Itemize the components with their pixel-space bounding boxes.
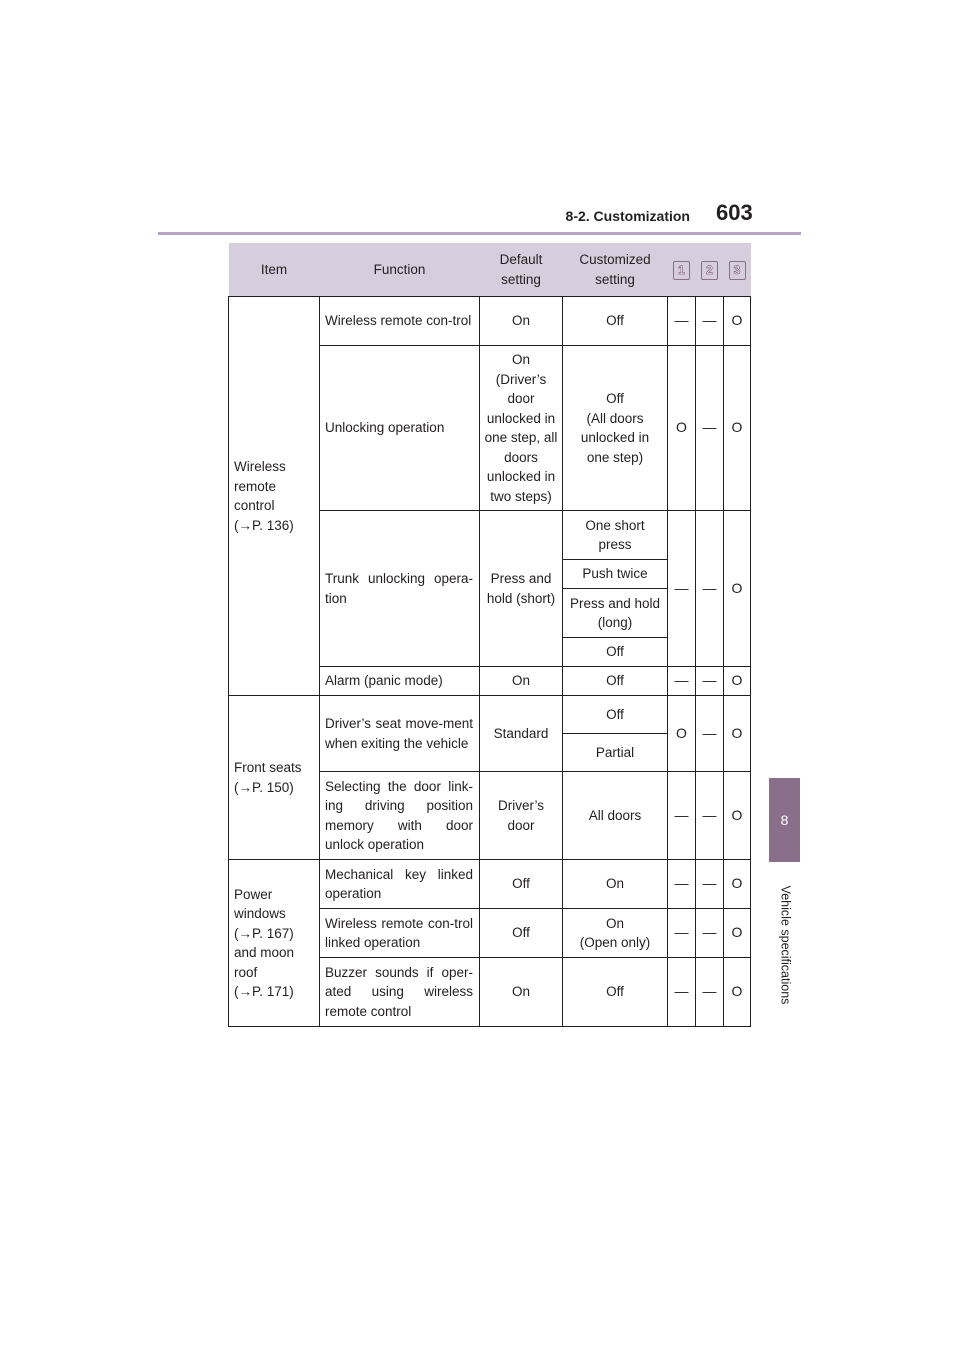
header-default-line: Default — [499, 252, 543, 267]
cell-line: One short — [585, 517, 645, 533]
function-cell: Buzzer sounds if oper-ated using wireless remote control — [320, 958, 480, 1027]
function-cell: Unlocking operation — [320, 346, 480, 511]
page-reference: (→P. 150) — [234, 779, 294, 795]
cell-line: (long) — [597, 615, 633, 630]
default-cell — [480, 346, 563, 511]
method-2-mark: — — [696, 297, 724, 346]
method-2-mark: — — [696, 696, 724, 772]
item-power-windows — [229, 860, 320, 1027]
header-customized-line: setting — [595, 271, 635, 287]
method-3-mark: O — [724, 297, 751, 346]
custom-cell: All doors — [563, 772, 668, 860]
header-method-3 — [724, 243, 751, 297]
custom-cell: Push twice — [563, 560, 668, 589]
function-cell: Driver’s seat move-ment when exiting the vehicle — [320, 696, 480, 772]
default-cell: On — [480, 297, 563, 346]
method-3-mark: O — [724, 346, 751, 511]
custom-cell: Off — [563, 958, 668, 1027]
function-cell: Wireless remote con-trol linked operation — [320, 909, 480, 958]
custom-cell — [563, 909, 668, 958]
method-3-mark: O — [724, 772, 751, 860]
header-customized — [563, 243, 668, 297]
item-wireless-remote-control — [229, 297, 320, 696]
page-reference: (→P. 167) — [234, 925, 294, 941]
page-reference: (→P. 136) — [234, 517, 294, 533]
cell-line: unlocked in — [486, 469, 556, 484]
item-line: Front seats — [234, 760, 302, 775]
custom-cell: Off — [563, 696, 668, 734]
item-line: and moon — [234, 945, 295, 960]
cell-line: one step) — [586, 449, 644, 465]
function-cell: Mechanical key linked operation — [320, 860, 480, 909]
custom-cell: Off — [563, 297, 668, 346]
cell-line: Off — [606, 391, 624, 406]
chapter-title — [750, 870, 820, 1020]
default-cell: Off — [480, 860, 563, 909]
method-3-badge: 3 — [729, 261, 746, 280]
page-number: 603 — [716, 200, 753, 225]
page-reference: (→P. 171) — [234, 984, 294, 999]
cell-line: door — [507, 817, 535, 833]
header-default — [480, 243, 563, 297]
method-2-mark: — — [696, 958, 724, 1027]
cell-line: (All doors — [586, 410, 644, 426]
custom-cell — [563, 346, 668, 511]
cell-line: unlocked in — [580, 430, 650, 445]
method-1-mark: O — [668, 346, 696, 511]
chapter-tab: 8 — [769, 778, 800, 862]
chapter-title-text: Vehicle specifications — [778, 885, 793, 1005]
method-1-mark: — — [668, 772, 696, 860]
custom-cell: On — [563, 860, 668, 909]
method-2-mark: — — [696, 909, 724, 958]
cell-line: door — [507, 391, 535, 406]
method-3-mark: O — [724, 909, 751, 958]
method-2-mark: — — [696, 860, 724, 909]
header-item: Item — [229, 243, 320, 297]
item-line: roof — [234, 964, 258, 980]
table-row — [229, 696, 751, 734]
default-cell: On — [480, 667, 563, 696]
item-line: windows — [234, 906, 286, 921]
method-2-badge: 2 — [701, 261, 718, 280]
table-header-row — [229, 243, 751, 297]
default-cell — [480, 772, 563, 860]
cell-line: hold (short) — [486, 590, 556, 606]
function-cell: Alarm (panic mode) — [320, 667, 480, 696]
cell-line: (Open only) — [579, 935, 651, 950]
default-cell: Off — [480, 909, 563, 958]
function-cell: Trunk unlocking opera-tion — [320, 511, 480, 667]
method-1-mark: — — [668, 511, 696, 667]
header-method-2 — [696, 243, 724, 297]
method-1-mark: — — [668, 909, 696, 958]
default-cell: Standard — [480, 696, 563, 772]
cell-line: Press and hold — [569, 595, 661, 611]
cell-line: On — [605, 915, 624, 931]
item-line: remote — [234, 478, 277, 494]
cell-line: (Driver’s — [495, 371, 547, 387]
cell-line: doors — [504, 449, 538, 465]
header-rule — [158, 232, 801, 235]
item-front-seats — [229, 696, 320, 860]
cell-line: press — [598, 537, 632, 552]
function-cell: Wireless remote con-trol — [320, 297, 480, 346]
customization-table — [228, 243, 751, 1027]
custom-cell: Off — [563, 667, 668, 696]
method-2-mark: — — [696, 667, 724, 696]
function-cell: Selecting the door link-ing driving position memory with door unlock operation — [320, 772, 480, 860]
cell-line: unlocked in — [486, 410, 556, 426]
method-1-mark: O — [668, 696, 696, 772]
cell-line: one step, all — [484, 430, 558, 445]
cell-line: Driver’s — [497, 798, 544, 813]
method-1-mark: — — [668, 297, 696, 346]
item-line: Power — [234, 886, 273, 902]
header-default-line: setting — [501, 271, 541, 287]
cell-line: Press and — [490, 571, 552, 586]
cell-line: On — [511, 352, 530, 367]
method-3-mark: O — [724, 696, 751, 772]
method-1-mark: — — [668, 958, 696, 1027]
header-method-1 — [668, 243, 696, 297]
method-2-mark: — — [696, 346, 724, 511]
method-1-badge: 1 — [673, 261, 690, 280]
section-title: 8-2. Customization — [565, 208, 690, 224]
method-1-mark: — — [668, 667, 696, 696]
method-2-mark: — — [696, 511, 724, 667]
custom-cell: Partial — [563, 734, 668, 772]
header-function: Function — [320, 243, 480, 297]
table-row — [229, 860, 751, 909]
default-cell: On — [480, 958, 563, 1027]
method-3-mark: O — [724, 860, 751, 909]
custom-cell: Off — [563, 638, 668, 667]
method-3-mark: O — [724, 958, 751, 1027]
method-1-mark: — — [668, 860, 696, 909]
default-cell — [480, 511, 563, 667]
custom-cell — [563, 589, 668, 638]
custom-cell — [563, 511, 668, 560]
method-3-mark: O — [724, 511, 751, 667]
method-2-mark: — — [696, 772, 724, 860]
cell-line: two steps) — [490, 488, 552, 504]
method-3-mark: O — [724, 667, 751, 696]
item-line: control — [234, 498, 275, 513]
table-row — [229, 297, 751, 346]
item-line: Wireless — [234, 459, 286, 474]
header-customized-line: Customized — [579, 252, 651, 267]
